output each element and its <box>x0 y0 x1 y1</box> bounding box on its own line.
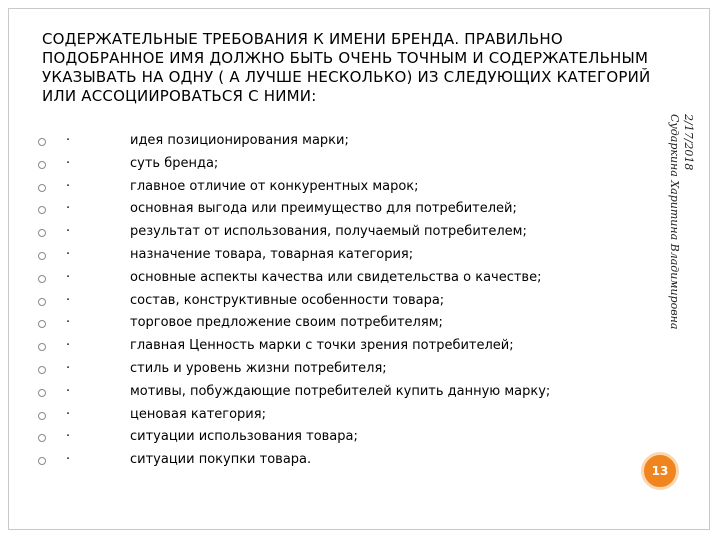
dot-marker: · <box>66 178 71 194</box>
list-item-text: ситуации покупки товара. <box>130 452 312 468</box>
slide-author: Сударкина Харитина Владимировна <box>668 114 681 330</box>
circle-bullet-icon <box>38 184 46 192</box>
list-item <box>38 290 648 313</box>
list-item <box>38 426 648 449</box>
list-item <box>38 312 648 335</box>
list-item-text: ситуации использования товара; <box>130 429 358 445</box>
list-item-text: назначение товара, товарная категория; <box>130 246 414 262</box>
bullet-list <box>38 130 648 472</box>
list-item <box>38 358 648 381</box>
list-item <box>38 449 648 472</box>
list-item-text: главная Ценность марки с точки зрения потребителей; <box>130 338 514 354</box>
circle-bullet-icon <box>38 434 46 442</box>
list-item-text: главное отличие от конкурентных марок; <box>130 178 419 194</box>
list-item-text: мотивы, побуждающие потребителей купить данную марку; <box>130 383 551 399</box>
list-item-text: идея позиционирования марки; <box>130 133 349 148</box>
list-item-text: состав, конструктивные особенности товара; <box>130 292 445 308</box>
dot-marker: · <box>66 315 71 331</box>
dot-marker: · <box>66 155 71 171</box>
circle-bullet-icon <box>38 389 46 397</box>
list-item <box>38 267 648 290</box>
dot-marker: · <box>66 360 71 376</box>
list-item <box>38 381 648 404</box>
list-item <box>38 153 648 176</box>
list-item <box>38 198 648 221</box>
list-item <box>38 176 648 199</box>
dot-marker: · <box>66 133 71 148</box>
list-item-text: стиль и уровень жизни потребителя; <box>130 360 387 376</box>
dot-marker: · <box>66 406 71 422</box>
circle-bullet-icon <box>38 366 46 374</box>
circle-bullet-icon <box>38 229 46 237</box>
dot-marker: · <box>66 338 71 354</box>
list-item <box>38 221 648 244</box>
dot-marker: · <box>66 246 71 262</box>
circle-bullet-icon <box>38 252 46 260</box>
list-item-text: основные аспекты качества или свидетельства о качестве; <box>130 269 542 285</box>
list-item <box>38 404 648 427</box>
slide-title: СОДЕРЖАТЕЛЬНЫЕ ТРЕБОВАНИЯ К ИМЕНИ БРЕНДА. ПРАВИЛЬНО ПОДОБРАННОЕ ИМЯ ДОЛЖНО БЫТЬ ОЧЕНЬ ТОЧНЫМ И СОДЕРЖАТЕЛЬНЫМ УКАЗЫВАТЬ НА ОДНУ ( А ЛУЧШЕ НЕСКОЛЬКО) ИЗ СЛЕДУЮЩИХ КАТЕГОРИЙ ИЛИ АССОЦИИРОВАТЬСЯ С НИМИ: <box>42 30 651 105</box>
dot-marker: · <box>66 452 71 468</box>
dot-marker: · <box>66 429 71 445</box>
circle-bullet-icon <box>38 138 46 146</box>
circle-bullet-icon <box>38 320 46 328</box>
circle-bullet-icon <box>38 161 46 169</box>
dot-marker: · <box>66 201 71 217</box>
side-caption <box>667 114 695 329</box>
circle-bullet-icon <box>38 457 46 465</box>
list-item-text: ценовая категория; <box>130 406 266 422</box>
circle-bullet-icon <box>38 298 46 306</box>
circle-bullet-icon <box>38 412 46 420</box>
dot-marker: · <box>66 383 71 399</box>
dot-marker: · <box>66 269 71 285</box>
dot-marker: · <box>66 292 71 308</box>
slide-date: 2/17/2018 <box>682 114 695 171</box>
list-item <box>38 335 648 358</box>
dot-marker: · <box>66 224 71 240</box>
circle-bullet-icon <box>38 343 46 351</box>
list-item-text: основная выгода или преимущество для потребителей; <box>130 201 517 217</box>
list-item <box>38 244 648 267</box>
list-item-text: суть бренда; <box>130 155 219 171</box>
list-item <box>38 130 648 153</box>
circle-bullet-icon <box>38 275 46 283</box>
circle-bullet-icon <box>38 206 46 214</box>
list-item-text: торговое предложение своим потребителям; <box>130 315 443 331</box>
list-item-text: результат от использования, получаемый потребителем; <box>130 224 527 240</box>
page-number-badge: 13 <box>641 452 679 490</box>
